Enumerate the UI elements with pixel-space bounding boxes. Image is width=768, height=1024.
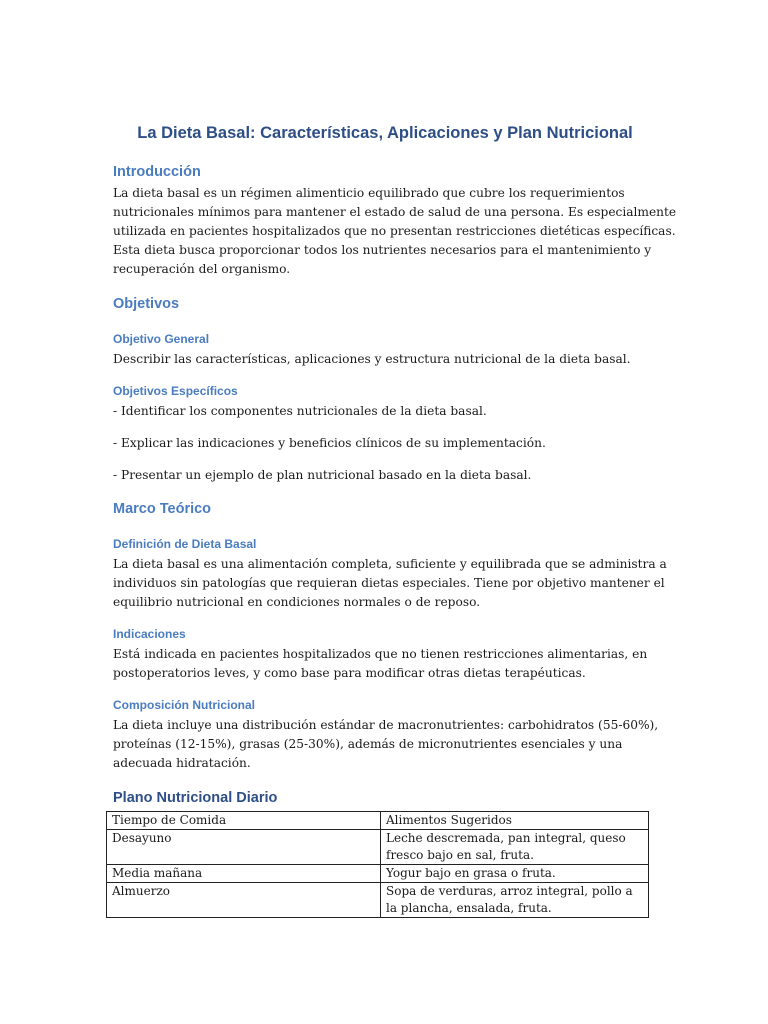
text-line: nutricionales mínimos para mantener el estado de salud de una persona. Es especialmente [113,205,677,219]
text-line: individuos sin patologías que requieran dietas especiales. Tiene por objetivo mantener el [113,576,665,590]
text-line: proteínas (12-15%), grasas (25-30%), además de micronutrientes esenciales y una [113,737,623,751]
text-line: equilibrio nutricional en condiciones normales o de reposo. [113,595,481,609]
table-row [107,865,649,883]
paragraph-definicion [113,555,667,612]
text-line: La dieta basal es una alimentación completa, suficiente y equilibrada que se administra a [113,557,667,571]
text-line: recuperación del organismo. [113,262,291,276]
heading-indicaciones: Indicaciones [113,627,186,641]
nutrition-plan-table [106,811,649,918]
heading-definicion: Definición de Dieta Basal [113,537,257,551]
paragraph-introduccion [113,184,677,279]
text-line: Esta dieta busca proporcionar todos los nutrientes necesarios para el mantenimiento y [113,243,652,257]
heading-composicion: Composición Nutricional [113,698,256,712]
table-cell: Leche descremada, pan integral, queso fresco bajo en sal, fruta. [381,830,649,865]
heading-objetivo-general: Objetivo General [113,332,210,346]
table-row [107,883,649,918]
table-cell: Almuerzo [107,883,381,918]
table-header-cell: Alimentos Sugeridos [381,812,649,830]
text-line: La dieta basal es un régimen alimenticio equilibrado que cubre los requerimientos [113,186,625,200]
heading-introduccion: Introducción [113,164,201,180]
heading-marco-teorico: Marco Teórico [113,501,212,517]
table-header-cell: Tiempo de Comida [107,812,381,830]
table-header-row [107,812,649,830]
text-line: Está indicada en pacientes hospitalizados que no tienen restricciones alimentarias, en [113,647,648,661]
heading-objetivos: Objetivos [113,296,180,312]
list-item: - Explicar las indicaciones y beneficios clínicos de su implementación. [113,436,546,450]
text-line: postoperatorios leves, y como base para modificar otras dietas terapéuticas. [113,666,586,680]
table-cell: Media mañana [107,865,381,883]
heading-objetivos-especificos: Objetivos Específicos [113,384,238,398]
text-line: utilizada en pacientes hospitalizados que no presentan restricciones dietéticas específicas. [113,224,676,238]
heading-plano-nutricional: Plano Nutricional Diario [113,790,278,806]
table-cell: Desayuno [107,830,381,865]
list-item: - Identificar los componentes nutricionales de la dieta basal. [113,404,487,418]
text-line: La dieta incluye una distribución estándar de macronutrientes: carbohidratos (55-60%), [113,718,659,732]
table-cell: Yogur bajo en grasa o fruta. [381,865,649,883]
table-cell: Sopa de verduras, arroz integral, pollo a la plancha, ensalada, fruta. [381,883,649,918]
paragraph-composicion [113,716,658,773]
list-item: - Presentar un ejemplo de plan nutricional basado en la dieta basal. [113,468,532,482]
text-line: adecuada hidratación. [113,756,251,770]
document-title: La Dieta Basal: Características, Aplicaciones y Plan Nutricional [137,124,633,142]
paragraph-indicaciones [113,645,658,683]
paragraph-objetivo-general: Describir las características, aplicaciones y estructura nutricional de la dieta basal. [113,352,631,366]
table-row [107,830,649,865]
